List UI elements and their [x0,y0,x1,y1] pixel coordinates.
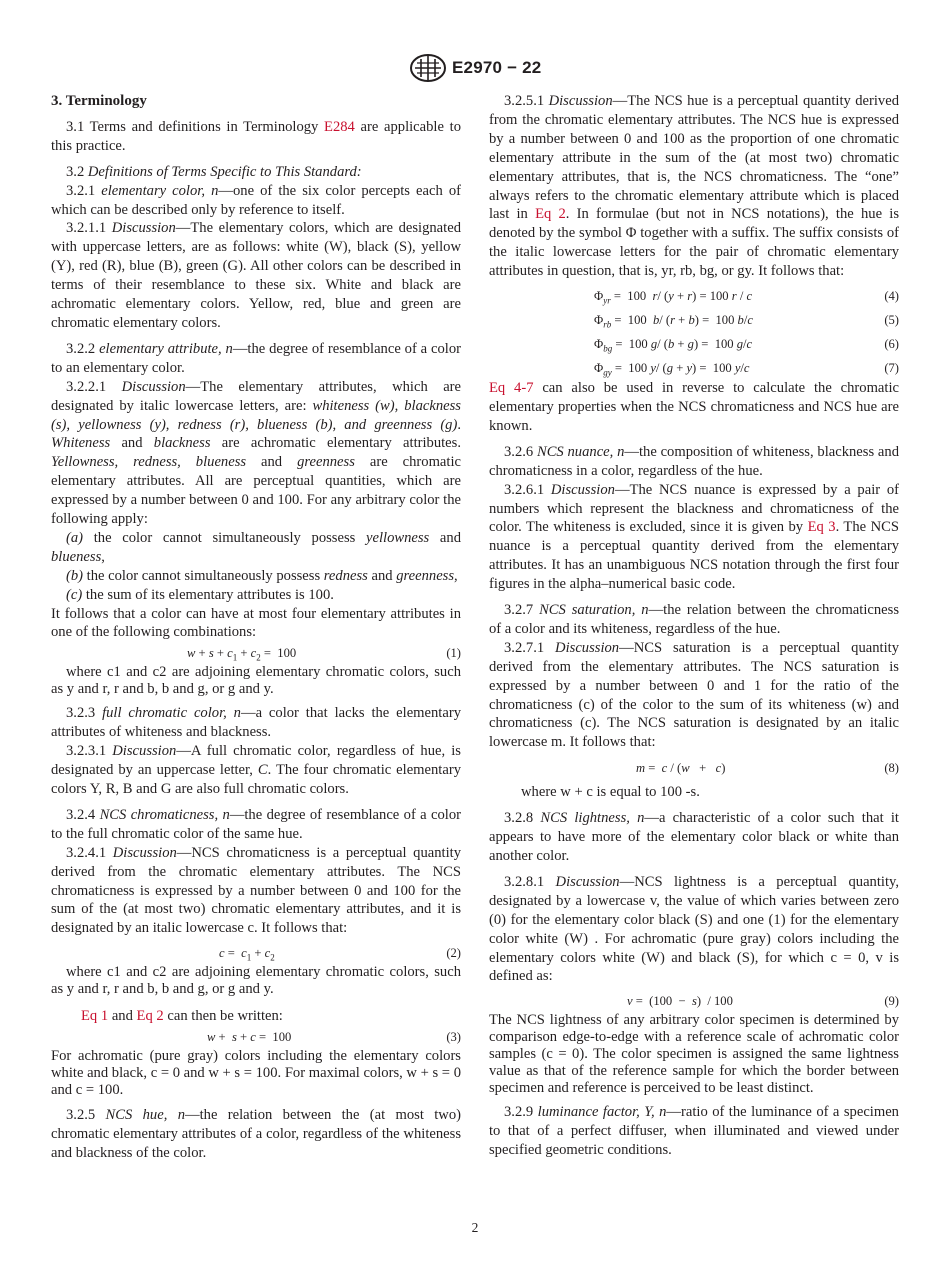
equation-9: v = (100 − s) / 100 (9) [489,990,899,1012]
e284-link[interactable]: E284 [324,118,355,135]
equation-2: $c = c_1 + c_2$ (2) [51,942,461,964]
para-3-2-2-1: 3.2.2.1 Discussion—The elementary attributes, which are designated by italic lowercase letters, are: whiteness (w), blackness (s), yellowness (y), redness (r), blueness (b), and greenness (g). Whiteness and blackness are achromatic elementary attributes. Yellowness, redness, blueness and greenness are chromatic elementary attributes. All are perceptual quantities, which are expressed by a number between 0 and 100. For any arbitrary color the following apply: [51,378,462,528]
equation-number: (1) [446,646,461,661]
right-column [489,92,899,1160]
para-3-2-9: 3.2.9 luminance factor, Y, n—ratio of the luminance of a specimen to that of a perfect diffuser, when illuminated and viewed under specified geometric conditions. [489,1104,899,1159]
follows-text: It follows that a color can have at most four elementary attributes in one of the following combinations: [51,605,461,641]
section-heading: 3. Terminology [51,93,147,109]
equation-6: $\Phi_{bg} = 100$ g/ (b + g) = 100 g/c (6) [489,333,899,355]
para-3-2-1: 3.2.1 elementary color, n—one of the six color percepts each of which can be described only by reference to itself. [51,182,462,218]
para-3-2-8: 3.2.8 NCS lightness, n—a characteristic of a color such that it appears to have more of the elementary color black or white than another color. [489,810,899,864]
para-3-2: 3.2 Definitions of Terms Specific to This Standard: [66,163,362,180]
left-column [51,92,461,1163]
equation-number: (7) [884,361,899,376]
equation-number: (9) [884,994,899,1009]
equation-5: $\Phi_{rb} = 100$ b/ (r + b) = 100 b/c (5) [489,309,899,331]
para-3-2-6: 3.2.6 NCS nuance, n—the composition of whiteness, blackness and chromaticness in a color, regardless of the hue. [489,443,899,479]
eq4-7-para: Eq 4-7 can also be used in reverse to calculate the chromatic elementary properties when the NCS chromaticness and NCS hue are known. [489,380,899,434]
equation-number: (2) [446,946,461,961]
eq4-7-link[interactable]: Eq 4-7 [489,380,534,397]
standard-designation: E2970 − 22 [452,58,542,77]
para-3-2-2: 3.2.2 elementary attribute, n—the degree of resemblance of a color to an elementary color. [51,340,462,376]
equation-8: m = c / (w + c) (8) [489,757,899,779]
where-8: where w + c is equal to 100 -s. [521,784,700,801]
para-3-2-8-1: 3.2.8.1 Discussion—NCS lightness is a perceptual quantity, designated by a lowercase v, the value of which varies between zero (0) for the elementary color black (S) and one (1) for the elementary color white (W) . For achromatic (pure gray) colors including the elementary colors white (W) and black (S), for which c = 0, v is defined as: [489,873,899,985]
where-1: where c1 and c2 are adjoining elementary chromatic colors, such as y and r, r and b, b and g, or g and y. [51,664,461,697]
achromatic-text: For achromatic (pure gray) colors including the elementary colors white and black, c = 0 and w + s = 100. For maximal colors, w + s = 0 and c = 100. [51,1048,461,1099]
para-3-2-7-1: 3.2.7.1 Discussion—NCS saturation is a perceptual quantity derived from the elementary attributes. The NCS saturation is expressed by a number between 0 and 1 for the ratio of the chromaticness (c) of the color to the sum of its whiteness (w) and chromaticness (c). The NCS saturation is designated by an italic lowercase m. It follows that: [489,639,899,751]
eq1-link[interactable]: Eq 1 [81,1008,109,1025]
eq3-link[interactable]: Eq 3 [807,519,836,536]
para-3-1: 3.1 Terms and definitions in Terminology E284 are applicable to this practice. [51,118,461,154]
para-3-2-6-1: 3.2.6.1 Discussion—The NCS nuance is expressed by a pair of numbers which represent the blackness and chromaticness of the color. The whiteness is excluded, since it is given by Eq 3. The NCS nuance is a perceptual quantity derived from the elementary attributes. It has an unambiguous NCS notation through the first four figures in the alpha–numerical basic code. [489,481,900,593]
list-item-a: (a) the color cannot simultaneously possess yellowness and blueness, [51,529,461,565]
para-3-2-3: 3.2.3 full chromatic color, n—a color that lacks the elementary attributes of whiteness and blackness. [51,705,461,741]
para-3-2-5-1: 3.2.5.1 Discussion—The NCS hue is a perceptual quantity derived from the chromatic elementary attributes. The NCS hue is expressed by a number between 0 and 100 as the proportion of one chromatic elementary attribute in the sum of the (at most two) chromatic elementary attributes, that is, the NCS chromaticness. The “one” always refers to the chromatic elementary attribute which is placed last in Eq 2. In formulae (but not in NCS notations), the hue is denoted by the symbol Φ together with a suffix. The suffix consists of the italic lowercase letters for the pair of chromatic elementary attributes in question, that is, yr, rb, bg, or gy. It follows that: [489,93,900,280]
equation-7: $\Phi_{gy} = 100$ y/ (g + y) = 100 y/c (7) [489,357,899,379]
para-3-2-5: 3.2.5 NCS hue, n—the relation between the (at most two) chromatic elementary attributes of a color, regardless of the whiteness and blackness of the color. [51,1107,462,1161]
astm-logo-icon [409,54,447,82]
where-2: where c1 and c2 are adjoining elementary chromatic colors, such as y and r, r and b, b and g, or g and y. [51,964,461,997]
para-3-2-1-1: 3.2.1.1 Discussion—The elementary colors, which are designated with uppercase letters, are as follows: white (W), black (S), yellow (Y), red (R), blue (B), green (G). All other colors can be described in terms of their resemblance to these six. White and black are achromatic elementary colors. Yellow, red, blue and green are chromatic elementary colors. [51,220,461,331]
para-3-2-7: 3.2.7 NCS saturation, n—the relation between the chromaticness of a color and its whiteness, regardless of the hue. [489,602,899,637]
lightness-text: The NCS lightness of any arbitrary color specimen is determined by comparison edge-to-edge with a reference scale of achromatic color samples (c = 0). The color specimen is assigned the same lightness value as that of the reference sample for which the border between specimen and reference is perceived to be least distinct. [489,1012,899,1096]
para-3-2-4: 3.2.4 NCS chromaticness, n—the degree of resemblance of a color to the full chromatic color of the same hue. [51,806,461,842]
page-header [0,54,950,84]
equation-number: (5) [884,313,899,328]
equation-4: $\Phi_{yr} = 100$ r/ (y + r) = 100 r / c (4) [489,285,899,307]
equation-number: (3) [446,1030,461,1045]
equation-number: (6) [884,337,899,352]
page-number: 2 [471,1220,479,1235]
para-3-2-4-1: 3.2.4.1 Discussion—NCS chromaticness is a perceptual quantity derived from the chromatic elementary attributes. The NCS chromaticness is expressed by a number between 0 and 100 for the sum of the (at most two) chromatic elementary attributes, and it is designated by an italic lowercase c. It follows that: [51,844,462,937]
list-item-b: (b) the color cannot simultaneously possess redness and greenness, [66,567,458,584]
equation-number: (4) [884,289,899,304]
para-3-2-3-1: 3.2.3.1 Discussion—A full chromatic color, regardless of hue, is designated by an uppercase letter, C. The four chromatic elementary colors Y, R, B and G are also full chromatic colors. [51,743,461,797]
list-item-c: (c) the sum of its elementary attributes is 100. [66,586,334,603]
equation-number: (8) [884,761,899,776]
equation-3: w + s + c = 100 (3) [51,1026,461,1048]
equation-1: $w + s + c_1 + c_2 = 100$ (1) [51,642,461,664]
eq-links-para: Eq 1 and Eq 2 can then be written: [81,1008,283,1025]
eq2-link[interactable]: Eq 2 [136,1008,164,1025]
eq2-link[interactable]: Eq 2 [535,206,566,223]
